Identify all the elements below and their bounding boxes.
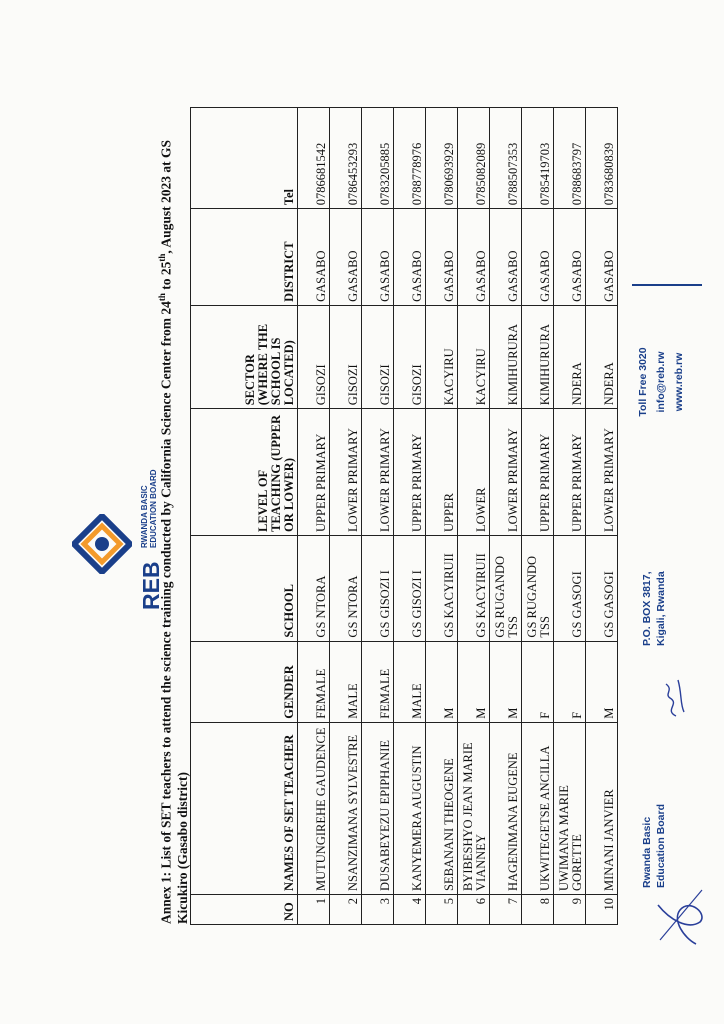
- footer-web: www.reb.rw: [673, 352, 685, 412]
- annex-title: [154, 124, 191, 924]
- cell-no: 3: [362, 895, 394, 925]
- cell-name: MINANI JANVIER: [586, 722, 618, 894]
- cell-tel: 0788507353: [490, 108, 522, 209]
- cell-no: 10: [586, 895, 618, 925]
- cell-gender: M: [490, 641, 522, 722]
- reb-name-line1: RWANDA BASIC: [140, 485, 149, 548]
- cell-sector: KIMIHURURA: [490, 305, 522, 408]
- title-part1: Annex 1: List of SET teachers to attend the science training conducted by California Science Center from 24: [158, 301, 174, 924]
- cell-tel: 0785082089: [458, 108, 490, 209]
- cell-level: UPPER PRIMARY: [298, 409, 330, 536]
- cell-district: GASABO: [458, 209, 490, 306]
- cell-gender: M: [458, 641, 490, 722]
- teachers-table: [190, 107, 618, 925]
- cell-tel: 0783205885: [362, 108, 394, 209]
- cell-gender: FEMALE: [298, 641, 330, 722]
- cell-level: UPPER PRIMARY: [554, 409, 586, 536]
- table-row: [458, 108, 490, 925]
- cell-gender: FEMALE: [362, 641, 394, 722]
- cell-school: GS GASOGI: [586, 535, 618, 641]
- cell-level: LOWER PRIMARY: [490, 409, 522, 536]
- cell-district: GASABO: [522, 209, 554, 306]
- table-header-row: [191, 108, 298, 925]
- cell-district: GASABO: [490, 209, 522, 306]
- cell-district: GASABO: [330, 209, 362, 306]
- cell-sector: GISOZI: [330, 305, 362, 408]
- cell-tel: 0788683797: [554, 108, 586, 209]
- cell-sector: KACYIRU: [458, 305, 490, 408]
- cell-gender: M: [426, 641, 458, 722]
- cell-level: LOWER: [458, 409, 490, 536]
- cell-district: GASABO: [298, 209, 330, 306]
- cell-school: GS GISOZI I: [362, 535, 394, 641]
- reb-letters: REB: [138, 561, 164, 610]
- cell-district: GASABO: [426, 209, 458, 306]
- cell-school: GS RUGANDO TSS: [522, 535, 554, 641]
- table-row: [426, 108, 458, 925]
- cell-gender: F: [522, 641, 554, 722]
- cell-tel: 0786681542: [298, 108, 330, 209]
- cell-no: 9: [554, 895, 586, 925]
- cell-district: GASABO: [394, 209, 426, 306]
- cell-level: LOWER PRIMARY: [330, 409, 362, 536]
- cell-sector: GISOZI: [362, 305, 394, 408]
- cell-district: GASABO: [362, 209, 394, 306]
- footer-box-line2: Kigali, Rwanda: [655, 571, 667, 646]
- cell-sector: KIMIHURURA: [522, 305, 554, 408]
- header-gender: GENDER: [191, 641, 298, 722]
- header-district: DISTRICT: [191, 209, 298, 306]
- title-sup2: th: [157, 253, 167, 262]
- header-tel: Tel: [191, 108, 298, 209]
- reb-name-line2: EDUCATION BOARD: [149, 469, 158, 548]
- initials-icon: [650, 674, 690, 724]
- table-row: [330, 108, 362, 925]
- table-row: [554, 108, 586, 925]
- cell-school: GS RUGANDO TSS: [490, 535, 522, 641]
- cell-name: UKWITEGETSE ANCILLA: [522, 722, 554, 894]
- signature-icon: [650, 880, 710, 950]
- table-row: [394, 108, 426, 925]
- footer-email: info@reb.rw: [655, 351, 667, 413]
- cell-name: MUTUNGIREHE GAUDENCE: [298, 722, 330, 894]
- cell-school: GS KACYIRUII: [458, 535, 490, 641]
- cell-name: UWIMANA MARIE GORETTE: [554, 722, 586, 894]
- header-school: SCHOOL: [191, 535, 298, 641]
- cell-tel: 0783680839: [586, 108, 618, 209]
- cell-name: KANYEMERA AUGUSTIN: [394, 722, 426, 894]
- table-row: [298, 108, 330, 925]
- cell-school: GS NTORA: [298, 535, 330, 641]
- cell-level: LOWER PRIMARY: [586, 409, 618, 536]
- footer-contact: [636, 322, 686, 442]
- cell-no: 4: [394, 895, 426, 925]
- cell-gender: M: [586, 641, 618, 722]
- footer-org: [640, 804, 668, 888]
- cell-gender: F: [554, 641, 586, 722]
- title-part2: to 25: [158, 261, 174, 294]
- table-row: [362, 108, 394, 925]
- cell-name: NSANZIMANA SYLVESTRE: [330, 722, 362, 894]
- footer-address: [640, 571, 668, 646]
- cell-name: SEBANANI THEOGENE: [426, 722, 458, 894]
- cell-name: BYIBESHYO JEAN MARIE VIANNEY: [458, 722, 490, 894]
- title-part3: , August 2023 at GS Kicukiro (Gasabo district): [158, 139, 190, 924]
- cell-sector: GISOZI: [394, 305, 426, 408]
- cell-no: 7: [490, 895, 522, 925]
- footer-org-line2: Education Board: [655, 803, 667, 888]
- header-no: NO: [191, 895, 298, 925]
- table-row: [490, 108, 522, 925]
- header-level: LEVEL OF TEACHING (UPPER OR LOWER): [191, 409, 298, 536]
- cell-gender: MALE: [330, 641, 362, 722]
- cell-sector: NDERA: [586, 305, 618, 408]
- footer-divider: [632, 284, 702, 286]
- cell-no: 5: [426, 895, 458, 925]
- cell-sector: KACYIRU: [426, 305, 458, 408]
- cell-school: GS GASOGI: [554, 535, 586, 641]
- cell-school: GS KACYIRUII: [426, 535, 458, 641]
- table-row: [522, 108, 554, 925]
- cell-school: GS NTORA: [330, 535, 362, 641]
- cell-no: 1: [298, 895, 330, 925]
- reb-emblem-icon: [72, 514, 132, 574]
- cell-tel: 0785419703: [522, 108, 554, 209]
- cell-level: UPPER PRIMARY: [394, 409, 426, 536]
- cell-tel: 0788778976: [394, 108, 426, 209]
- cell-no: 6: [458, 895, 490, 925]
- cell-no: 8: [522, 895, 554, 925]
- cell-gender: MALE: [394, 641, 426, 722]
- cell-tel: 0780693929: [426, 108, 458, 209]
- footer-toll: Toll Free 3020: [637, 347, 649, 417]
- cell-level: LOWER PRIMARY: [362, 409, 394, 536]
- footer-org-line1: Rwanda Basic: [641, 816, 653, 888]
- cell-level: UPPER PRIMARY: [522, 409, 554, 536]
- cell-sector: NDERA: [554, 305, 586, 408]
- cell-name: DUSABEYEZU EPIPHANIE: [362, 722, 394, 894]
- table-row: [586, 108, 618, 925]
- header-sector: SECTOR (WHERE THE SCHOOL IS LOCATED): [191, 305, 298, 408]
- cell-level: UPPER: [426, 409, 458, 536]
- cell-sector: GISOZI: [298, 305, 330, 408]
- cell-name: HAGENIMANA EUGENE: [490, 722, 522, 894]
- footer-box-line1: P.O. BOX 3817,: [641, 571, 653, 646]
- header-name: NAMES OF SET TEACHER: [191, 722, 298, 894]
- cell-no: 2: [330, 895, 362, 925]
- cell-tel: 0786453293: [330, 108, 362, 209]
- cell-district: GASABO: [554, 209, 586, 306]
- cell-school: GS GISOZI I: [394, 535, 426, 641]
- title-sup1: th: [157, 293, 167, 302]
- cell-district: GASABO: [586, 209, 618, 306]
